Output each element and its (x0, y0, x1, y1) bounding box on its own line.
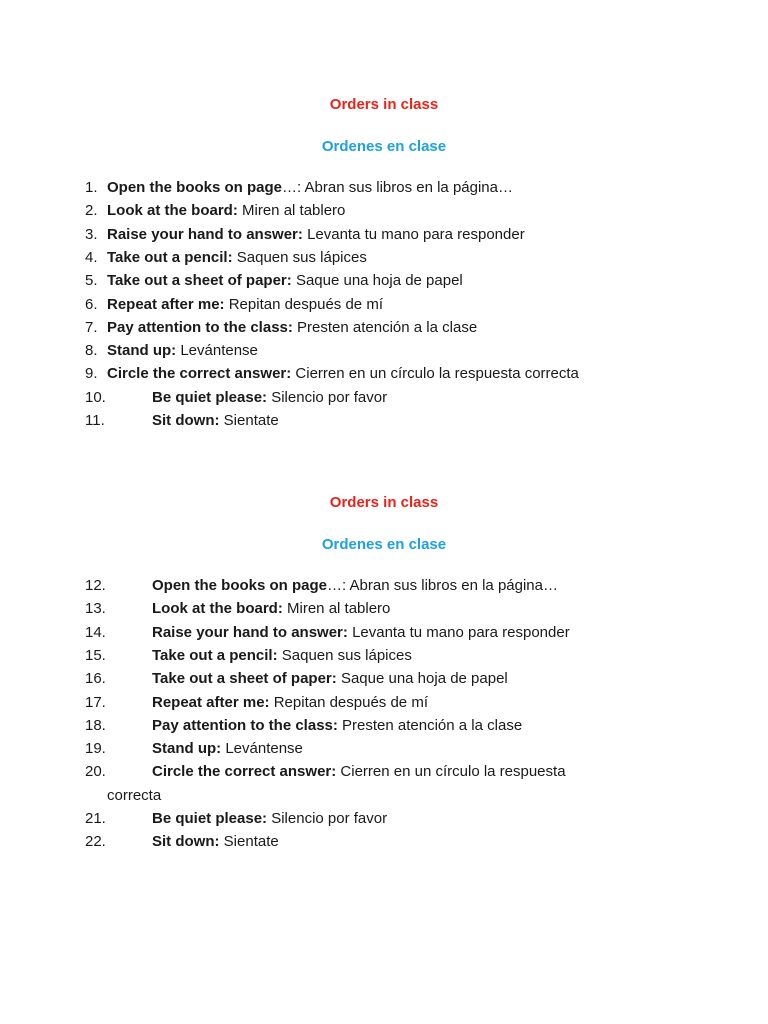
item-spanish: Presten atención a la clase (297, 318, 478, 336)
item-number: 15. (85, 646, 106, 664)
item-text (152, 691, 428, 714)
item-separator: …: (327, 577, 350, 594)
item-english: Be quiet please: (152, 388, 268, 406)
item-number: 4. (85, 248, 98, 266)
item-english: Open the books on page (152, 577, 328, 594)
item-english: Pay attention to the class: (107, 318, 293, 336)
section-title: Orders in class (329, 96, 439, 113)
item-english: Look at the board: (107, 202, 238, 220)
item-number: 10. (85, 388, 106, 406)
item-text (152, 574, 558, 597)
item-english: Stand up: (152, 740, 222, 758)
item-text (152, 621, 570, 644)
section-title: Orders in class (329, 494, 439, 511)
item-spanish: Levántense (225, 740, 303, 758)
item-spanish: Abran sus libros en la página… (349, 577, 558, 594)
item-spanish: Saquen sus lápices (281, 646, 412, 664)
item-text (107, 339, 258, 362)
item-number: 12. (85, 577, 106, 594)
item-number: 13. (85, 600, 106, 618)
item-spanish: Abran sus libros en la página… (304, 179, 513, 196)
item-spanish: Silencio por favor (271, 388, 388, 406)
item-text (152, 667, 508, 690)
item-number: 20. (85, 763, 106, 781)
item-continuation: correcta (107, 786, 162, 804)
item-english: Take out a sheet of paper: (107, 272, 292, 290)
item-spanish: Silencio por favor (271, 810, 388, 827)
item-number: 2. (85, 202, 98, 220)
item-text (107, 246, 367, 269)
item-number: 3. (85, 225, 98, 243)
item-text (107, 316, 477, 339)
item-text (107, 223, 525, 246)
item-text (152, 737, 303, 760)
item-text (107, 293, 383, 316)
item-spanish: Sientate (223, 833, 279, 851)
item-english: Raise your hand to answer: (107, 225, 303, 243)
item-spanish: Cierren en un círculo la respuesta (340, 763, 566, 781)
item-english: Circle the correct answer: (107, 365, 292, 383)
item-spanish: Levanta tu mano para responder (352, 623, 570, 641)
item-spanish: Cierren en un círculo la respuesta correcta (295, 365, 579, 383)
item-english: Stand up: (107, 342, 177, 360)
item-number: 5. (85, 272, 98, 290)
item-english: Take out a pencil: (152, 646, 278, 664)
item-number: 21. (85, 810, 106, 827)
item-english: Look at the board: (152, 600, 283, 618)
item-spanish: Repitan después de mí (228, 295, 383, 313)
item-english: Sit down: (152, 833, 220, 851)
section-subtitle: Ordenes en clase (321, 536, 447, 553)
item-english: Pay attention to the class: (152, 716, 338, 734)
item-english: Open the books on page (107, 179, 283, 196)
item-english: Repeat after me: (152, 693, 270, 711)
item-spanish: Sientate (223, 412, 279, 429)
item-english: Take out a pencil: (107, 248, 233, 266)
item-number: 8. (85, 342, 98, 360)
item-spanish: Levántense (180, 342, 258, 360)
item-spanish: Repitan después de mí (273, 693, 428, 711)
item-text (152, 807, 387, 830)
item-text (152, 830, 279, 853)
item-number: 17. (85, 693, 106, 711)
item-english: Take out a sheet of paper: (152, 670, 337, 688)
item-number: 6. (85, 295, 98, 313)
item-text (152, 760, 566, 783)
item-spanish: Miren al tablero (242, 202, 346, 220)
item-text (152, 714, 522, 737)
item-english: Circle the correct answer: (152, 763, 337, 781)
item-english: Raise your hand to answer: (152, 623, 348, 641)
item-spanish: Levanta tu mano para responder (307, 225, 525, 243)
item-text (152, 597, 390, 620)
item-text (107, 269, 463, 292)
item-number: 1. (85, 179, 98, 196)
item-text (107, 199, 345, 222)
item-number: 18. (85, 716, 106, 734)
item-spanish: Saquen sus lápices (236, 248, 367, 266)
item-text (107, 362, 579, 385)
item-spanish: Saque una hoja de papel (295, 272, 463, 290)
item-number: 14. (85, 623, 106, 641)
section-subtitle: Ordenes en clase (321, 138, 447, 155)
item-text (152, 386, 387, 409)
item-number: 7. (85, 318, 98, 336)
item-number: 11. (85, 412, 105, 429)
item-english: Be quiet please: (152, 810, 268, 827)
item-text (152, 644, 412, 667)
item-english: Repeat after me: (107, 295, 225, 313)
item-english: Sit down: (152, 412, 220, 429)
item-number: 9. (85, 365, 98, 383)
item-number: 16. (85, 670, 106, 688)
item-number: 22. (85, 833, 106, 851)
item-text (107, 176, 513, 199)
item-separator: …: (282, 179, 305, 196)
item-text (152, 409, 279, 432)
item-spanish: Saque una hoja de papel (340, 670, 508, 688)
item-spanish: Miren al tablero (287, 600, 391, 618)
item-number: 19. (85, 740, 106, 758)
item-spanish: Presten atención a la clase (342, 716, 523, 734)
